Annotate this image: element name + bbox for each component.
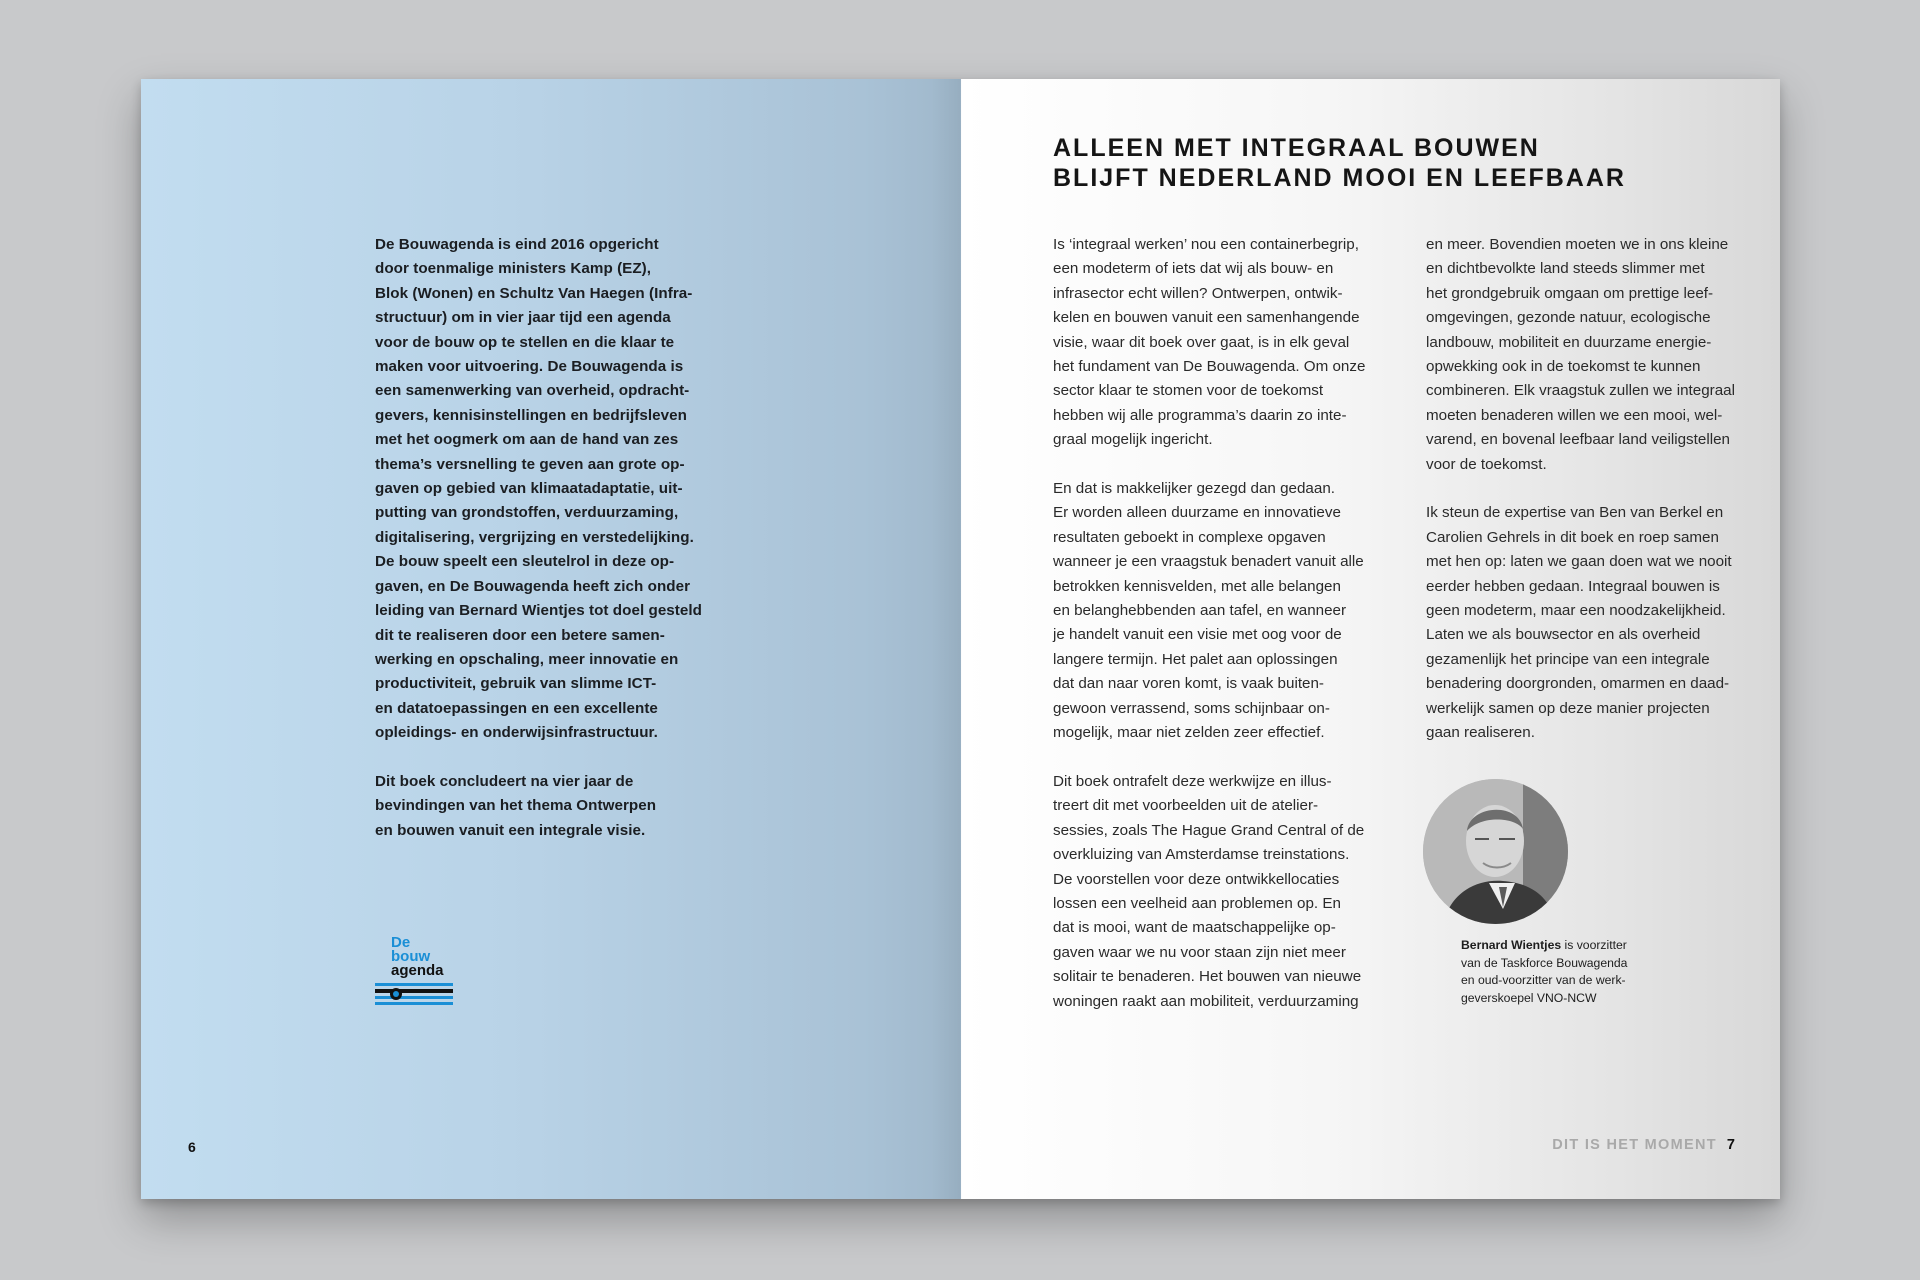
text-column-2	[1426, 233, 1756, 770]
page-heading	[1053, 133, 1693, 193]
logo-word-agenda: agenda	[391, 962, 444, 979]
col2-paragraph-2: Ik steun de expertise van Ben van Berkel en Carolien Gehrels in dit boek en roep samen met hen op: laten we gaan doen wat we nooit eerder hebben gedaan. Integraal bouwen is geen modeterm, maar een noodzakelijkheid. Laten we als bouwsector en als overheid gezamenlijk het principe van een integrale benadering doorgronden, omarmen en daad- werkelijk samen op deze manier projecten gaan realiseren.	[1426, 504, 1732, 742]
heading-line-2: BLIJFT NEDERLAND MOOI EN LEEFBAAR	[1053, 164, 1626, 192]
left-page-text	[375, 233, 710, 868]
portrait-photo-icon	[1423, 779, 1568, 924]
logo-word-bouw: bouw	[391, 948, 431, 965]
col1-paragraph-3: Dit boek ontrafelt deze werkwijze en illus- treert dit met voorbeelden uit de atelier- sessies, zoals The Hague Grand Central of de overkluizing van Amsterdamse treinstations. De voorstellen voor deze ontwikkellocaties lossen een veelheid aan problemen op. En dat is mooi, want de maatschappelijke op- gaven waar we nu voor staan zijn niet meer solitair te benaderen. Het bouwen van nieuwe woningen raakt aan mobiliteit, verduurzaming	[1053, 772, 1365, 1010]
col1-paragraph-1: Is ‘integraal werken’ nou een containerbegrip, een modeterm of iets dat wij als bouw- en infrasector echt willen? Ontwerpen, ontwik- kelen en bouwen vanuit een samenhangende visie, waar dit boek over gaat, is in elk geval het fundament van De Bouwagenda. Om onze sector klaar te stomen voor de toekomst hebben wij alle programma’s daarin zo inte- graal mogelijk ingericht.	[1053, 236, 1366, 449]
left-page	[141, 79, 961, 1199]
caption-line-2: van de Taskforce Bouwagenda	[1461, 955, 1628, 970]
bouwagenda-logo-stripes-icon	[375, 983, 453, 1005]
footer-kicker: DIT IS HET MOMENT	[1552, 1137, 1717, 1153]
text-column-1	[1053, 233, 1383, 1038]
bouwagenda-logo	[375, 935, 455, 1005]
left-paragraph-2: Dit boek concludeert na vier jaar de bevindingen van het thema Ontwerpen en bouwen vanuit een integrale visie.	[375, 772, 657, 839]
heading-line-1: ALLEEN MET INTEGRAAL BOUWEN	[1053, 134, 1540, 162]
portrait-caption	[1461, 937, 1661, 1007]
caption-line-1: is voorzitter	[1561, 938, 1627, 952]
caption-line-3: en oud-voorzitter van de werk-	[1461, 973, 1626, 988]
col1-paragraph-2: En dat is makkelijker gezegd dan gedaan. Er worden alleen duurzame en innovatieve resultaten geboekt in complexe opgaven wanneer je een vraagstuk benadert vanuit alle betrokken kennisvelden, met alle belangen en belanghebbenden aan tafel, en wanneer je handelt vanuit een visie met oog voor de langere termijn. Het palet aan oplossingen dat dan naar voren komt, is vaak buiten- gewoon verrassend, soms schijnbaar on- mogelijk, maar niet zelden zeer effectief.	[1053, 480, 1364, 742]
left-paragraph-1: De Bouwagenda is eind 2016 opgericht door toenmalige ministers Kamp (EZ), Blok (Wonen) en Schultz Van Haegen (Infra- structuur) om in vier jaar tijd een agenda voor de bouw op te stellen en die klaar te maken voor uitvoering. De Bouwagenda is een samenwerking van overheid, opdracht- gevers, kennisinstellingen en bedrijfsleven met het oogmerk om aan de hand van zes thema’s versnelling te geven aan grote op- gaven op gebied van klimaatadaptatie, uit- putting van grondstoffen, verduurzaming, digitalisering, vergrijzing en verstedelijking. De bouw speelt een sleutelrol in deze op- gaven, en De Bouwagenda heeft zich onder leiding van Bernard Wientjes tot doel gesteld dit te realiseren door een betere samen- werking en opschaling, meer innovatie en productiviteit, gebruik van slimme ICT- en datatoepassingen en een excellente opleidings- en onderwijsinfrastructuur.	[375, 236, 703, 742]
logo-word-de: De	[391, 934, 411, 951]
page-number-left: 6	[188, 1139, 196, 1155]
book-spread	[141, 79, 1780, 1199]
caption-line-4: geverskoepel VNO-NCW	[1461, 990, 1597, 1005]
col2-paragraph-1: en meer. Bovendien moeten we in ons kleine en dichtbevolkte land steeds slimmer met het grondgebruik omgaan om prettige leef- omgevingen, gezonde natuur, ecologische landbouw, mobiliteit en duurzame energie- opwekking ook in de toekomst te kunnen combineren. Elk vraagstuk zullen we integraal moeten benaderen willen we een mooi, wel- varend, en bovenal leefbaar land veiligstellen voor de toekomst.	[1426, 236, 1735, 473]
right-page	[961, 79, 1780, 1199]
caption-name: Bernard Wientjes	[1461, 938, 1562, 952]
page-footer-right	[1552, 1137, 1735, 1153]
page-number-right: 7	[1726, 1137, 1735, 1153]
